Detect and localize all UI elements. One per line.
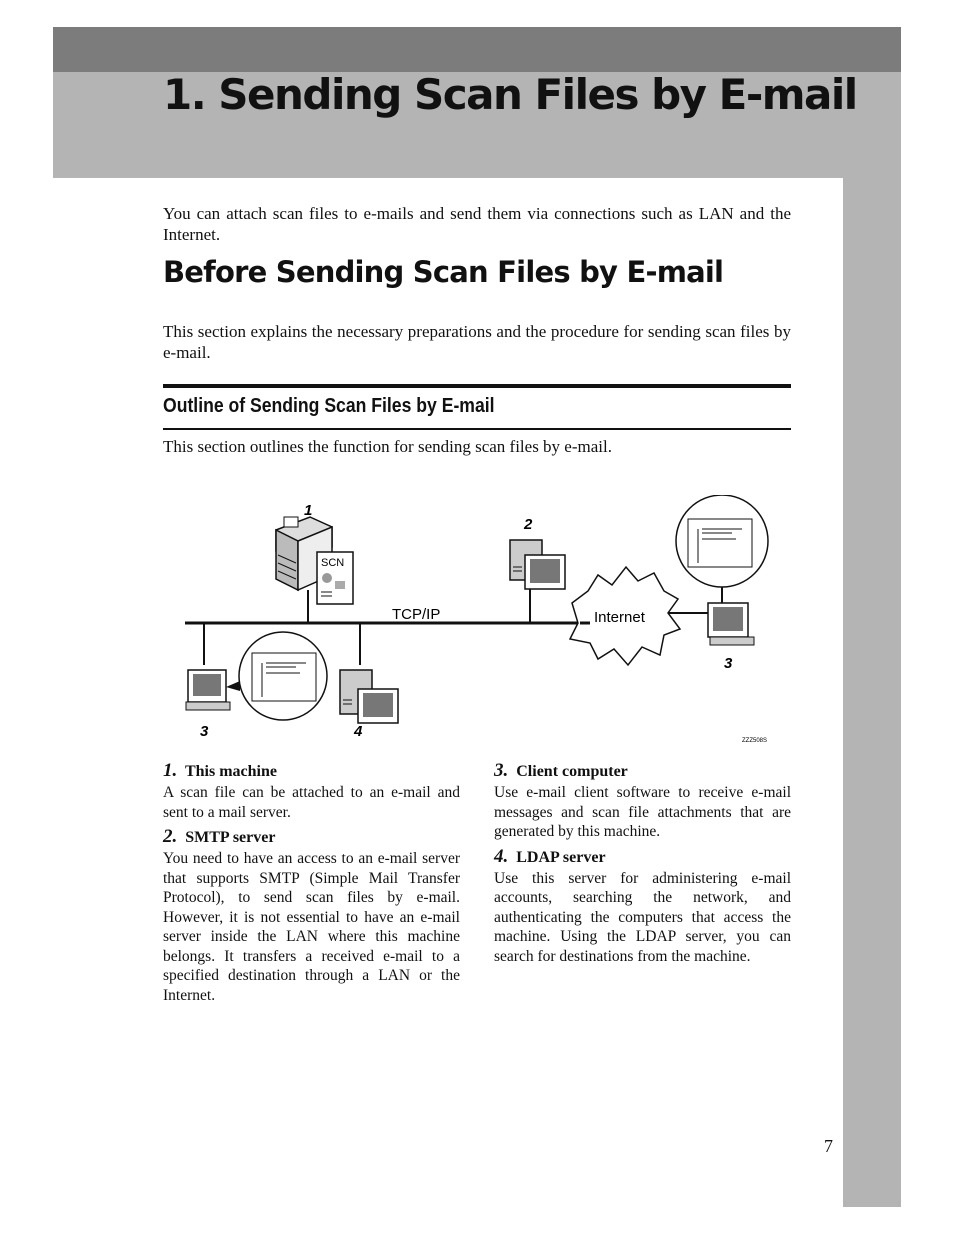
section-intro: This section explains the necessary preparations and the procedure for sending scan files by e-mail. xyxy=(163,322,791,362)
subsection-title: Outline of Sending Scan Files by E-mail xyxy=(163,395,495,417)
network-diagram xyxy=(180,495,780,750)
subsection-rule-bottom xyxy=(163,428,791,430)
chapter-header-band-dark xyxy=(53,27,901,72)
local-mail-window-icon xyxy=(226,632,327,720)
chapter-intro: You can attach scan files to e-mails and send them via connections such as LAN and the Internet. xyxy=(163,204,791,244)
item-heading-4 xyxy=(494,846,791,869)
item-text-1: A scan file can be attached to an e-mail and sent to a mail server. xyxy=(163,784,460,821)
callout-3-remote: 3 xyxy=(724,655,733,672)
side-thumb-bar xyxy=(843,178,901,1207)
list-column-right xyxy=(494,760,791,970)
item-heading-2 xyxy=(163,826,460,849)
item-number-2: 2. xyxy=(163,826,178,847)
item-heading-3 xyxy=(494,760,791,783)
network-label: TCP/IP xyxy=(392,606,441,623)
callout-4: 4 xyxy=(354,723,363,740)
item-text-2: You need to have an access to an e-mail server that supports SMTP (Simple Mail Transfer Protocol), to send scan files by e-mail. However, it is not essential to have an e-mail server inside the LAN where this machine belongs. It transfers a received e-mail to a specified destination through a LAN or the Internet. xyxy=(163,850,460,1004)
internet-label: Internet xyxy=(594,609,645,626)
item-title-3: Client computer xyxy=(516,763,628,780)
item-title-4: LDAP server xyxy=(516,848,606,866)
item-number-4: 4. xyxy=(494,845,509,867)
item-text-4: Use this server for administering e-mail accounts, searching the network, and authenticating the computers that access the machine. Using the LDAP server, you can search for destinations from the machine. xyxy=(494,869,791,965)
callout-1: 1 xyxy=(304,502,313,519)
list-column-left xyxy=(163,760,460,1009)
item-text-3: Use e-mail client software to receive e-mail messages and scan file attachments that are generated by this machine. xyxy=(494,784,791,840)
remote-client-computer-icon xyxy=(708,603,754,645)
page-number: 7 xyxy=(824,1136,833,1156)
smtp-server-icon xyxy=(510,540,565,589)
scan-label: SCN xyxy=(321,557,345,569)
local-client-computer-icon xyxy=(186,670,230,710)
item-number-3: 3. xyxy=(494,760,509,781)
subsection-intro: This section outlines the function for sending scan files by e-mail. xyxy=(163,437,612,456)
remote-mail-window-icon xyxy=(676,495,768,603)
ldap-server-icon xyxy=(340,670,398,723)
item-heading-1 xyxy=(163,760,460,783)
subsection-rule-top xyxy=(163,384,791,388)
item-number-1: 1. xyxy=(163,760,178,781)
figure-code: ZZZ508S xyxy=(742,738,768,744)
item-title-2: SMTP server xyxy=(185,829,276,846)
chapter-title: 1. Sending Scan Files by E-mail xyxy=(163,70,857,119)
item-title-1: This machine xyxy=(184,763,277,780)
callout-3-local: 3 xyxy=(200,723,209,740)
callout-2: 2 xyxy=(524,516,533,533)
scan-document-icon xyxy=(317,552,353,604)
section-title: Before Sending Scan Files by E-mail xyxy=(163,255,724,289)
